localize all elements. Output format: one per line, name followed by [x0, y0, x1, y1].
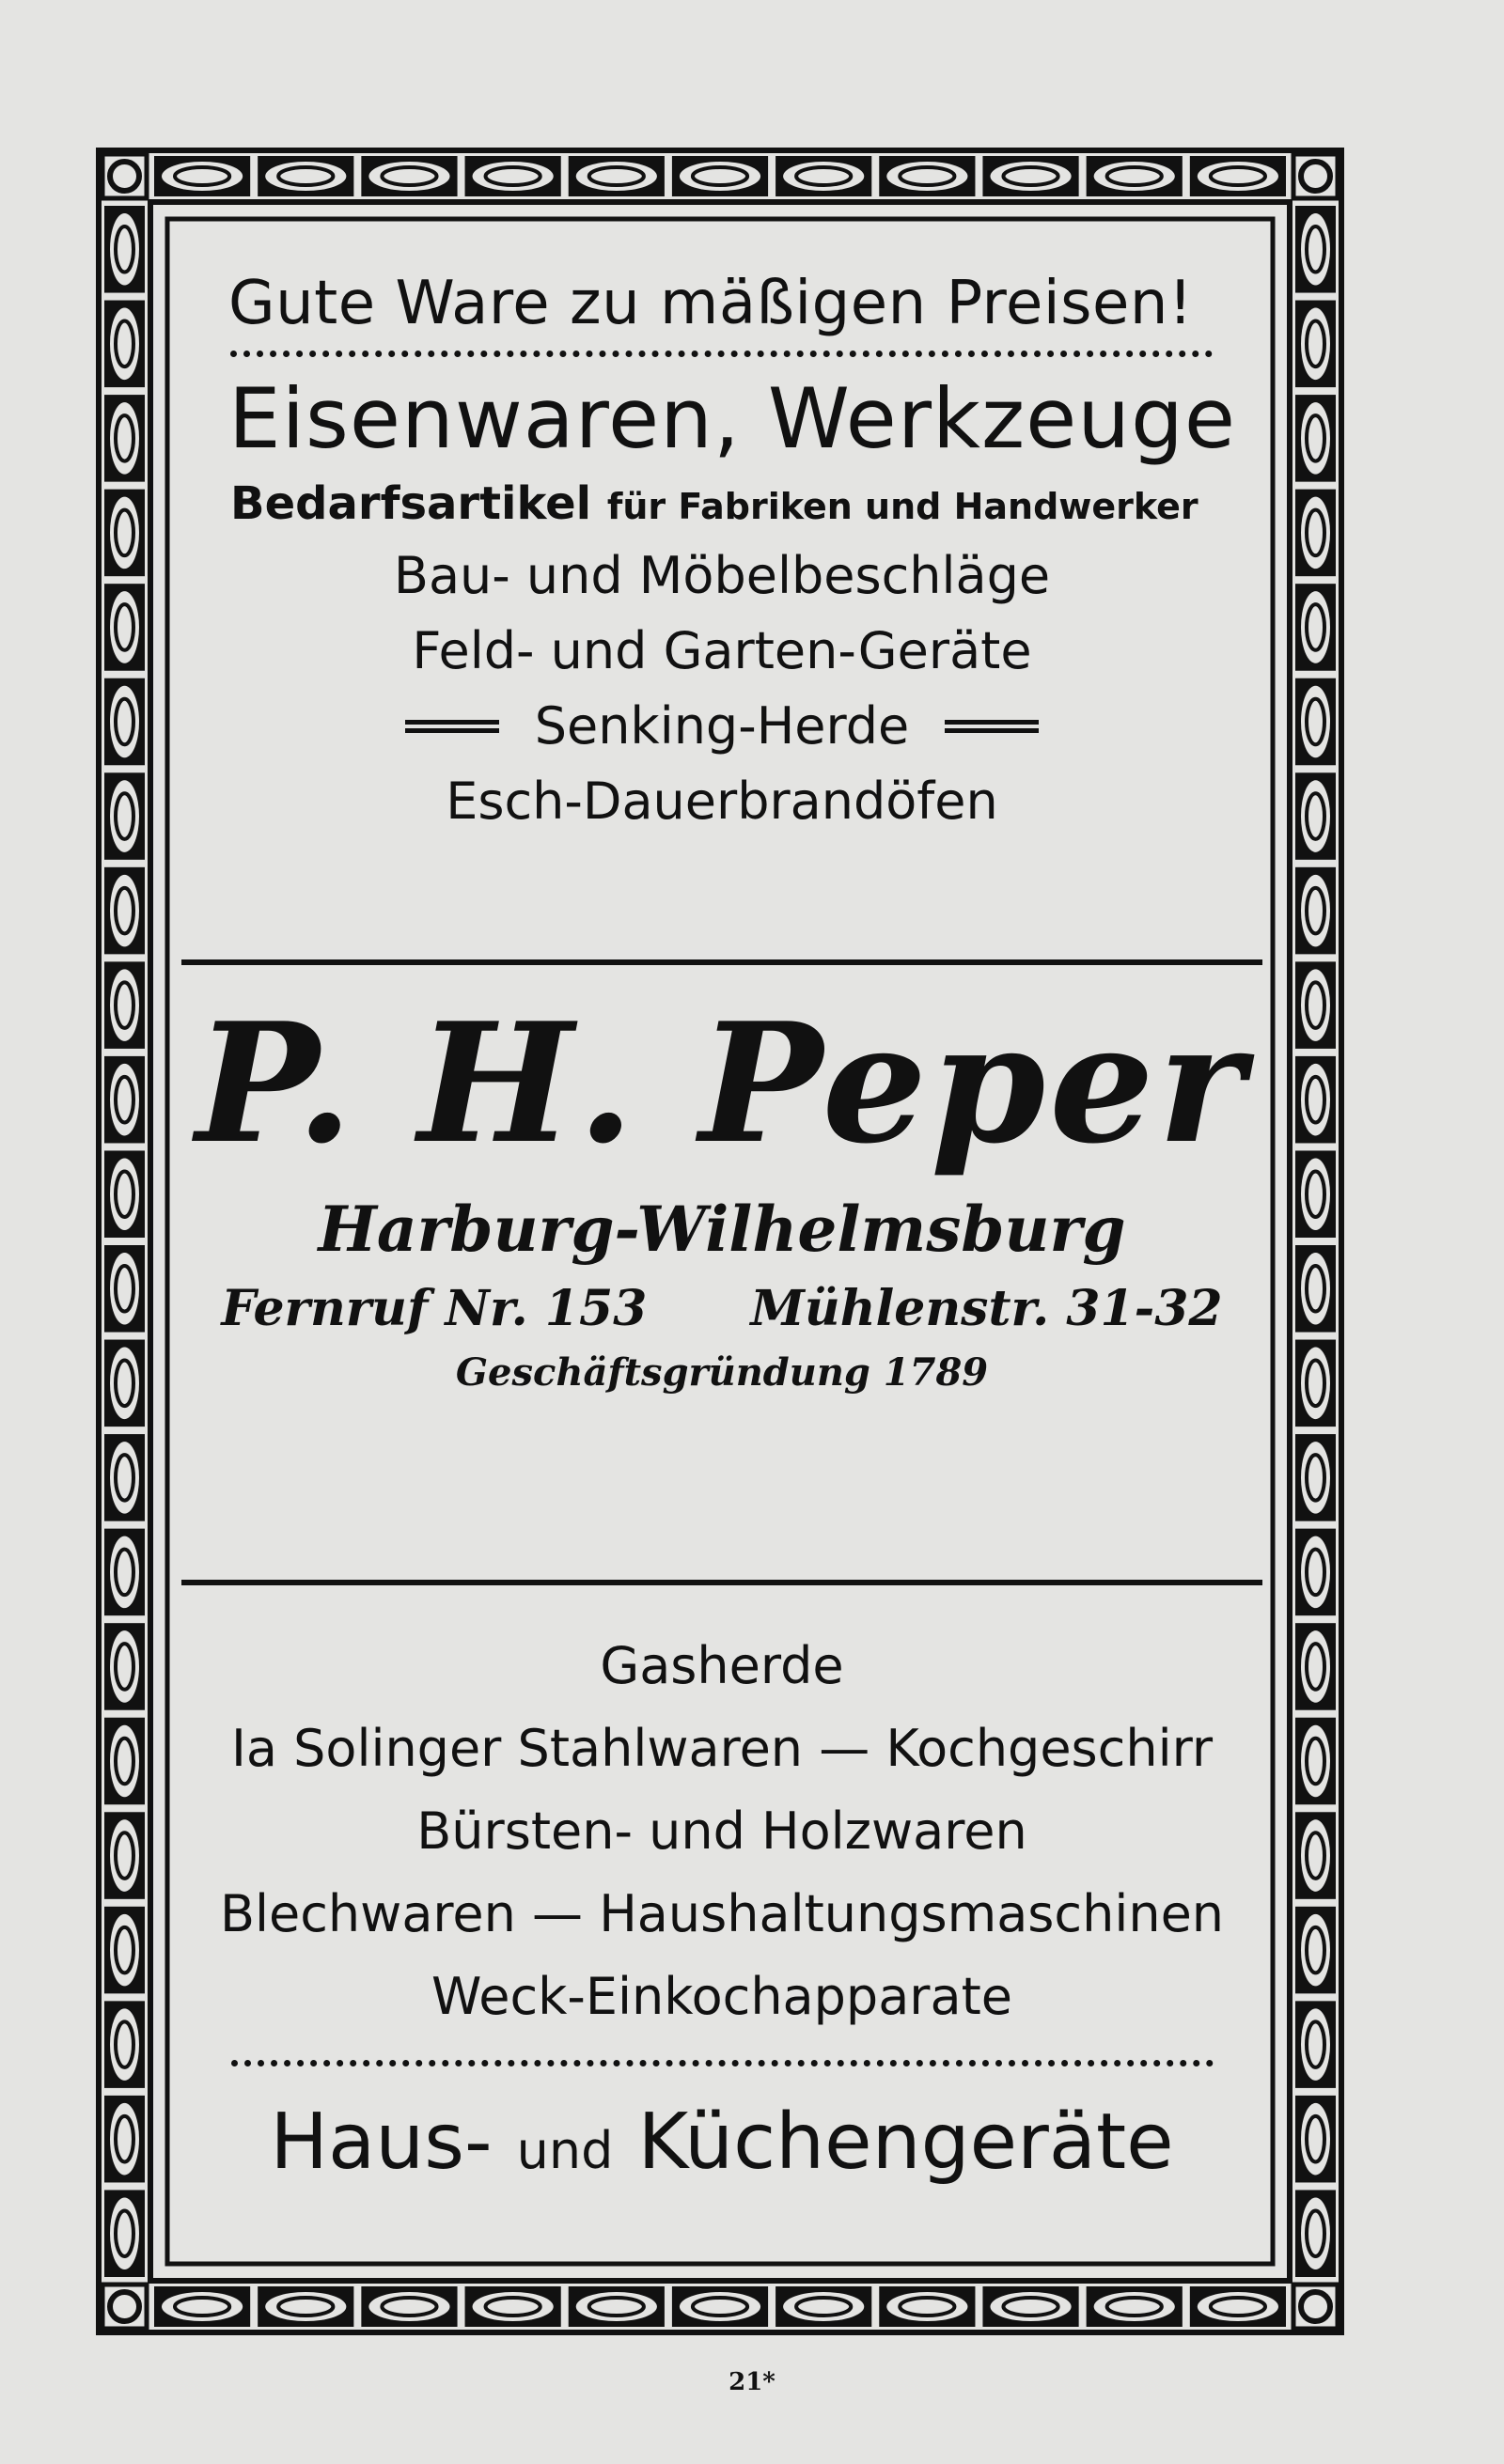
line-dauerbrandoefen: Esch-Dauerbrandöfen — [446, 772, 998, 831]
phone-number: Fernruf Nr. 153 — [221, 1280, 648, 1337]
inner-panel — [172, 222, 1272, 2270]
line-weck: Weck-Einkochapparate — [431, 1967, 1012, 2026]
line-baubeschlaege: Bau- und Möbelbeschläge — [393, 546, 1051, 605]
slogan: Gute Ware zu mäßigen Preisen! — [228, 269, 1194, 338]
line-blechwaren: Blechwaren — Haushaltungsmaschinen — [219, 1884, 1225, 1943]
dotted-divider — [231, 2060, 1214, 2066]
double-rule-left — [405, 720, 499, 733]
double-rule-right — [945, 720, 1039, 733]
dotted-divider — [230, 351, 1213, 357]
line-gartengeraete: Feld- und Garten-Geräte — [412, 621, 1032, 680]
bedarfsartikel-word: Bedarfsartikel — [230, 477, 592, 530]
page-number: 21* — [728, 2368, 776, 2396]
company-name: P. H. Peper — [196, 988, 1248, 1180]
line-solinger: Ia Solinger Stahlwaren — Kochgeschirr — [230, 1719, 1214, 1778]
line-bedarfsartikel — [172, 477, 1272, 530]
section-rule-top — [181, 959, 1262, 965]
line-senking — [172, 696, 1272, 756]
section-hardware — [172, 269, 1272, 831]
street-address: Mühlenstr. 31-32 — [750, 1280, 1223, 1337]
footer-und: und — [516, 2121, 614, 2180]
section-household — [172, 1636, 1272, 2187]
senking-herde: Senking-Herde — [534, 696, 910, 756]
footer-part-haus: Haus- — [270, 2098, 493, 2187]
section-company — [172, 988, 1272, 1395]
contact-line — [172, 1280, 1272, 1337]
founding-year: Geschäftsgründung 1789 — [455, 1350, 989, 1395]
section-rule-bottom — [181, 1580, 1262, 1585]
bedarfsartikel-rest: für Fabriken und Handwerker — [606, 486, 1198, 527]
footer-heading — [172, 2098, 1272, 2187]
footer-part-kueche: Küchengeräte — [637, 2098, 1174, 2187]
line-buersten: Bürsten- und Holzwaren — [416, 1801, 1027, 1861]
company-city: Harburg-Wilhelmsburg — [318, 1193, 1126, 1266]
hardware-heading: Eisenwaren, Werkzeuge — [228, 370, 1237, 467]
line-gasherde: Gasherde — [600, 1636, 844, 1695]
